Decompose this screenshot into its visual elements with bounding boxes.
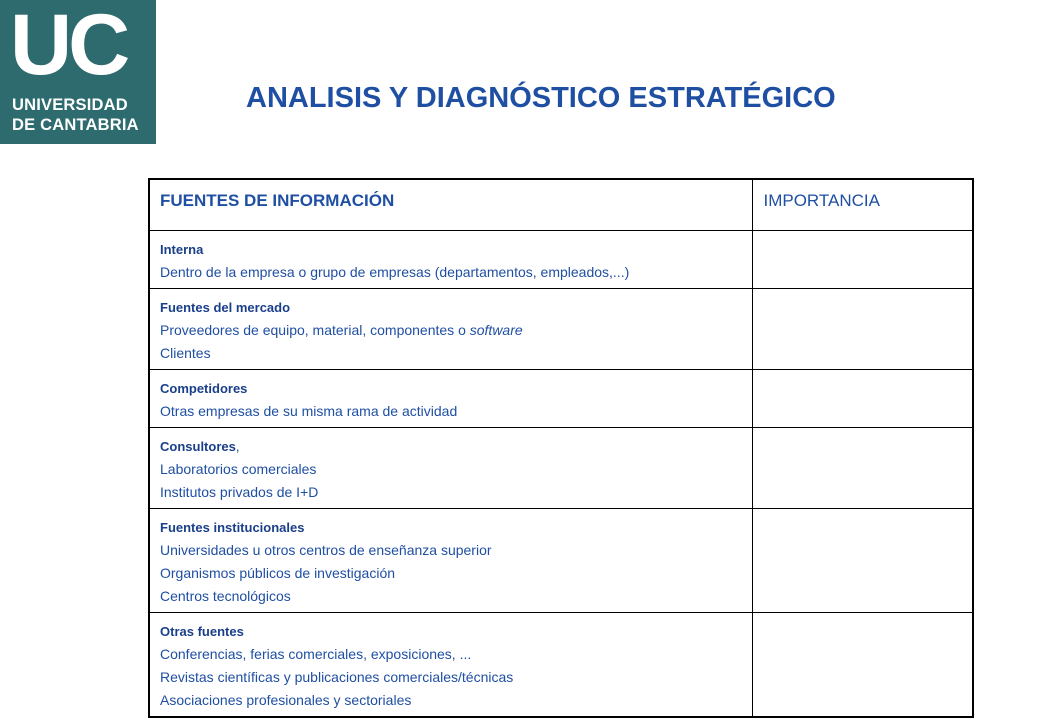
information-sources-table <box>148 178 974 718</box>
row-line: Asociaciones profesionales y sectoriales <box>160 692 412 708</box>
row-title-text: Consultores <box>160 439 236 454</box>
row-line-italic: software <box>469 322 523 338</box>
table-row <box>149 289 973 370</box>
importance-cell[interactable] <box>753 231 973 289</box>
importance-cell[interactable] <box>753 370 973 428</box>
row-title: Fuentes institucionales <box>160 520 305 535</box>
row-line: Institutos privados de I+D <box>160 484 319 500</box>
row-line: Laboratorios comerciales <box>160 461 317 477</box>
logo-uc-mark: UC <box>10 0 127 93</box>
row-title: Competidores <box>160 381 248 396</box>
logo-cantabria-text: DE CANTABRIA <box>12 116 139 134</box>
row-line: Otras empresas de su misma rama de actividad <box>160 403 458 419</box>
row-line: Revistas científicas y publicaciones comerciales/técnicas <box>160 669 514 685</box>
table-row <box>149 428 973 509</box>
row-line: Universidades u otros centros de enseñanza superior <box>160 542 492 558</box>
importance-cell[interactable] <box>753 613 973 718</box>
header-cell-sources <box>149 179 753 231</box>
table-row <box>149 231 973 289</box>
source-cell-interna <box>149 231 753 289</box>
importance-cell[interactable] <box>753 509 973 613</box>
header-sources-label: FUENTES DE INFORMACIÓN <box>160 191 395 210</box>
row-title: Interna <box>160 242 204 257</box>
table-header-row <box>149 179 973 231</box>
row-title: Otras fuentes <box>160 624 244 639</box>
source-cell-otras <box>149 613 753 718</box>
row-title: Fuentes del mercado <box>160 300 291 315</box>
row-line: Dentro de la empresa o grupo de empresas (departamentos, empleados,...) <box>160 264 630 280</box>
table-row <box>149 613 973 718</box>
row-line: Clientes <box>160 345 211 361</box>
table-row <box>149 370 973 428</box>
importance-cell[interactable] <box>753 428 973 509</box>
row-title <box>160 435 752 458</box>
header-importance-label: IMPORTANCIA <box>763 191 880 210</box>
row-title-suffix: , <box>235 439 240 454</box>
source-cell-mercado <box>149 289 753 370</box>
page-title: ANALISIS Y DIAGNÓSTICO ESTRATÉGICO <box>246 82 836 114</box>
importance-cell[interactable] <box>753 289 973 370</box>
table-row <box>149 509 973 613</box>
source-cell-institucionales <box>149 509 753 613</box>
header-cell-importance <box>753 179 973 231</box>
row-line: Centros tecnológicos <box>160 588 291 604</box>
row-line: Organismos públicos de investigación <box>160 565 396 581</box>
row-line <box>160 319 752 342</box>
university-logo <box>0 0 156 144</box>
row-line: Conferencias, ferias comerciales, exposiciones, ... <box>160 646 472 662</box>
logo-university-text: UNIVERSIDAD <box>12 96 128 114</box>
row-line-text: Proveedores de equipo, material, componentes o <box>160 322 470 338</box>
source-cell-competidores <box>149 370 753 428</box>
source-cell-consultores <box>149 428 753 509</box>
